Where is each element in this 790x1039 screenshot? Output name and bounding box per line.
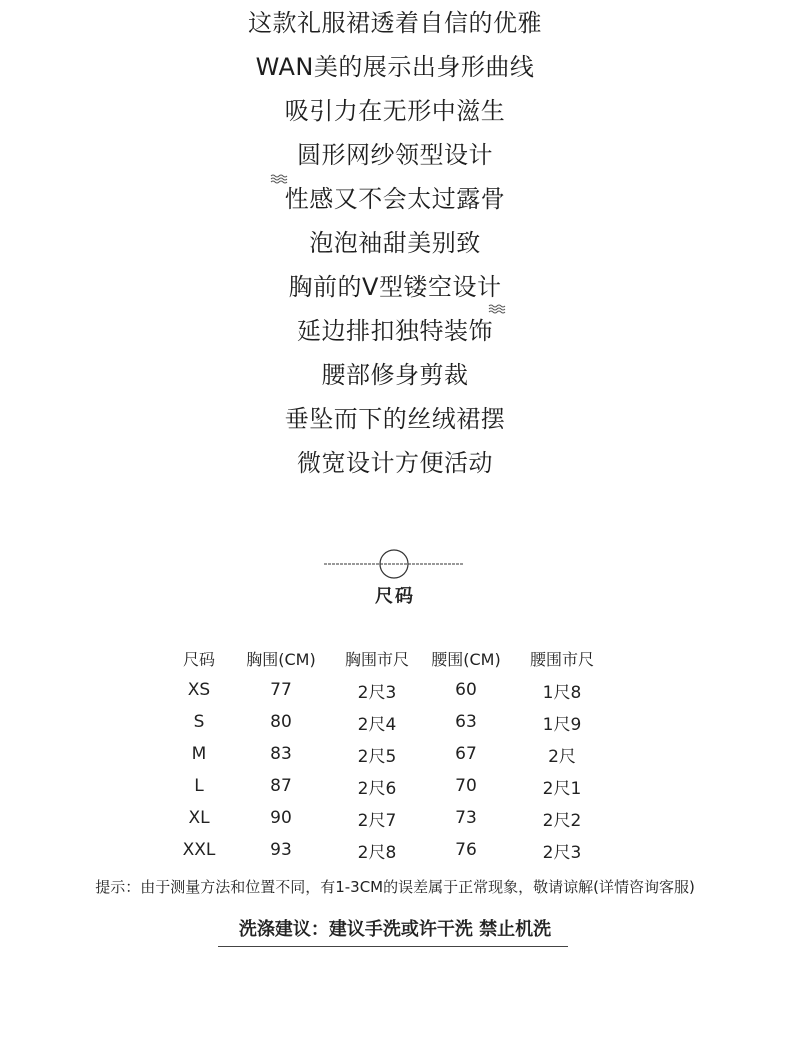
table-header-cell: 胸围市尺 xyxy=(344,649,409,669)
size-table xyxy=(165,642,617,866)
description-line: 圆形网纱领型设计 xyxy=(297,141,493,169)
table-cell: 90 xyxy=(270,808,292,828)
table-cell: 2尺6 xyxy=(357,778,397,799)
description-line: 垂坠而下的丝绒裙摆 xyxy=(284,405,506,433)
table-row xyxy=(165,706,617,738)
table-cell: S xyxy=(193,712,205,732)
table-cell: 80 xyxy=(270,712,292,732)
description-line: 腰部修身剪裁 xyxy=(321,361,469,389)
description-line: 吸引力在无形中滋生 xyxy=(284,97,506,125)
table-cell: 2尺7 xyxy=(357,810,397,831)
size-section-title: 尺码 xyxy=(375,586,415,607)
table-cell: 2尺1 xyxy=(542,778,582,799)
table-header-row xyxy=(165,642,617,674)
table-cell: XXL xyxy=(182,840,216,860)
table-row xyxy=(165,802,617,834)
table-row xyxy=(165,834,617,866)
description-line: 延边排扣独特装饰 xyxy=(297,317,493,345)
table-cell: 2尺8 xyxy=(357,842,397,863)
table-cell: 2尺3 xyxy=(542,842,582,863)
table-cell: 1尺9 xyxy=(542,714,582,735)
circle-divider-icon xyxy=(322,547,466,581)
table-cell: 76 xyxy=(455,840,477,860)
table-cell: 67 xyxy=(455,744,477,764)
measurement-note: 提示：由于测量方法和位置不同，有1-3CM的误差属于正常现象，敬请谅解(详情咨询客服) xyxy=(95,878,695,896)
table-row xyxy=(165,674,617,706)
description-line: 微宽设计方便活动 xyxy=(297,449,493,477)
description-line: 性感又不会太过露骨 xyxy=(284,185,506,213)
table-header-cell: 腰围(CM) xyxy=(431,649,501,669)
table-header-cell: 腰围市尺 xyxy=(529,649,594,669)
table-cell: 87 xyxy=(270,776,292,796)
wave-ornament-icon xyxy=(488,304,506,314)
wash-advice: 洗涤建议：建议手洗或许干洗 禁止机洗 xyxy=(238,919,552,940)
wash-advice-underline xyxy=(218,946,568,947)
table-cell: L xyxy=(194,776,204,796)
table-cell: 2尺4 xyxy=(357,714,397,735)
table-cell: 93 xyxy=(270,840,292,860)
table-cell: XL xyxy=(188,808,210,828)
table-cell: 70 xyxy=(455,776,477,796)
table-cell: M xyxy=(191,744,207,764)
description-line: 这款礼服裙透着自信的优雅 xyxy=(248,9,542,37)
table-cell: 1尺8 xyxy=(542,682,582,703)
table-cell: 63 xyxy=(455,712,477,732)
table-row xyxy=(165,770,617,802)
wave-ornament-icon xyxy=(270,174,288,184)
table-cell: 2尺2 xyxy=(542,810,582,831)
table-cell: 60 xyxy=(455,680,477,700)
description-line: 泡泡袖甜美别致 xyxy=(309,229,481,257)
table-header-cell: 尺码 xyxy=(182,649,215,669)
table-cell: 2尺3 xyxy=(357,682,397,703)
table-cell: 2尺5 xyxy=(357,746,397,767)
description-line: 胸前的V型镂空设计 xyxy=(288,273,502,301)
table-header-cell: 胸围(CM) xyxy=(246,649,316,669)
table-cell: XS xyxy=(187,680,211,700)
table-cell: 83 xyxy=(270,744,292,764)
table-cell: 73 xyxy=(455,808,477,828)
table-cell: 2尺 xyxy=(548,746,576,767)
table-row xyxy=(165,738,617,770)
description-line: WAN美的展示出身形曲线 xyxy=(255,53,535,81)
table-cell: 77 xyxy=(270,680,292,700)
